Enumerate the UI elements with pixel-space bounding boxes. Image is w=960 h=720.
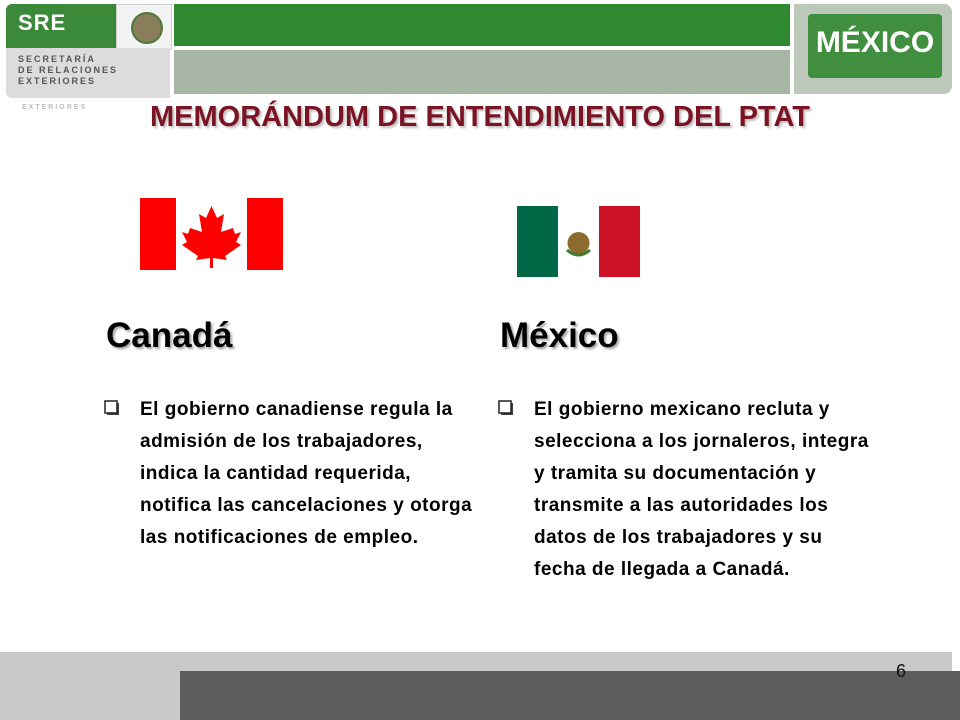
eagle-emblem-icon [568, 232, 590, 254]
heading-mexico: México [500, 316, 619, 355]
sre-full-name: SECRETARÍA DE RELACIONES EXTERIORES [18, 54, 119, 86]
bullet-text-canada: El gobierno canadiense regula la admisión de los trabajadores, indica la cantidad requerida, notifica las cancelaciones y otorga las notificaciones de empleo. [140, 399, 473, 548]
heading-canada: Canadá [106, 316, 233, 355]
bullet-text-mexico: El gobierno mexicano recluta y selecciona a los jornaleros, integra y tramita su documentación y transmite a las autoridades los datos de los trabajadores y su fecha de llegada a Canadá. [534, 399, 869, 580]
header-green-bar [174, 4, 790, 46]
footer-dark-bar [180, 671, 960, 720]
checkbox-bullet-icon [498, 400, 514, 416]
bullet-mexico [498, 394, 878, 586]
slide-title: MEMORÁNDUM DE ENTENDIMIENTO DEL PTAT [149, 101, 811, 133]
canada-flag [140, 198, 283, 270]
mexico-flag [517, 206, 640, 277]
checkbox-bullet-icon [104, 400, 120, 416]
seal-panel [116, 4, 172, 50]
sre-reflection-text: EXTERIORES [22, 104, 88, 111]
mexico-badge-text: MÉXICO [815, 26, 935, 59]
header-gray-bar [174, 50, 790, 94]
bullet-canada [104, 394, 494, 554]
page-number: 6 [895, 661, 906, 681]
mexican-seal-icon [131, 12, 163, 44]
sre-logo-text: SRE [18, 10, 67, 35]
